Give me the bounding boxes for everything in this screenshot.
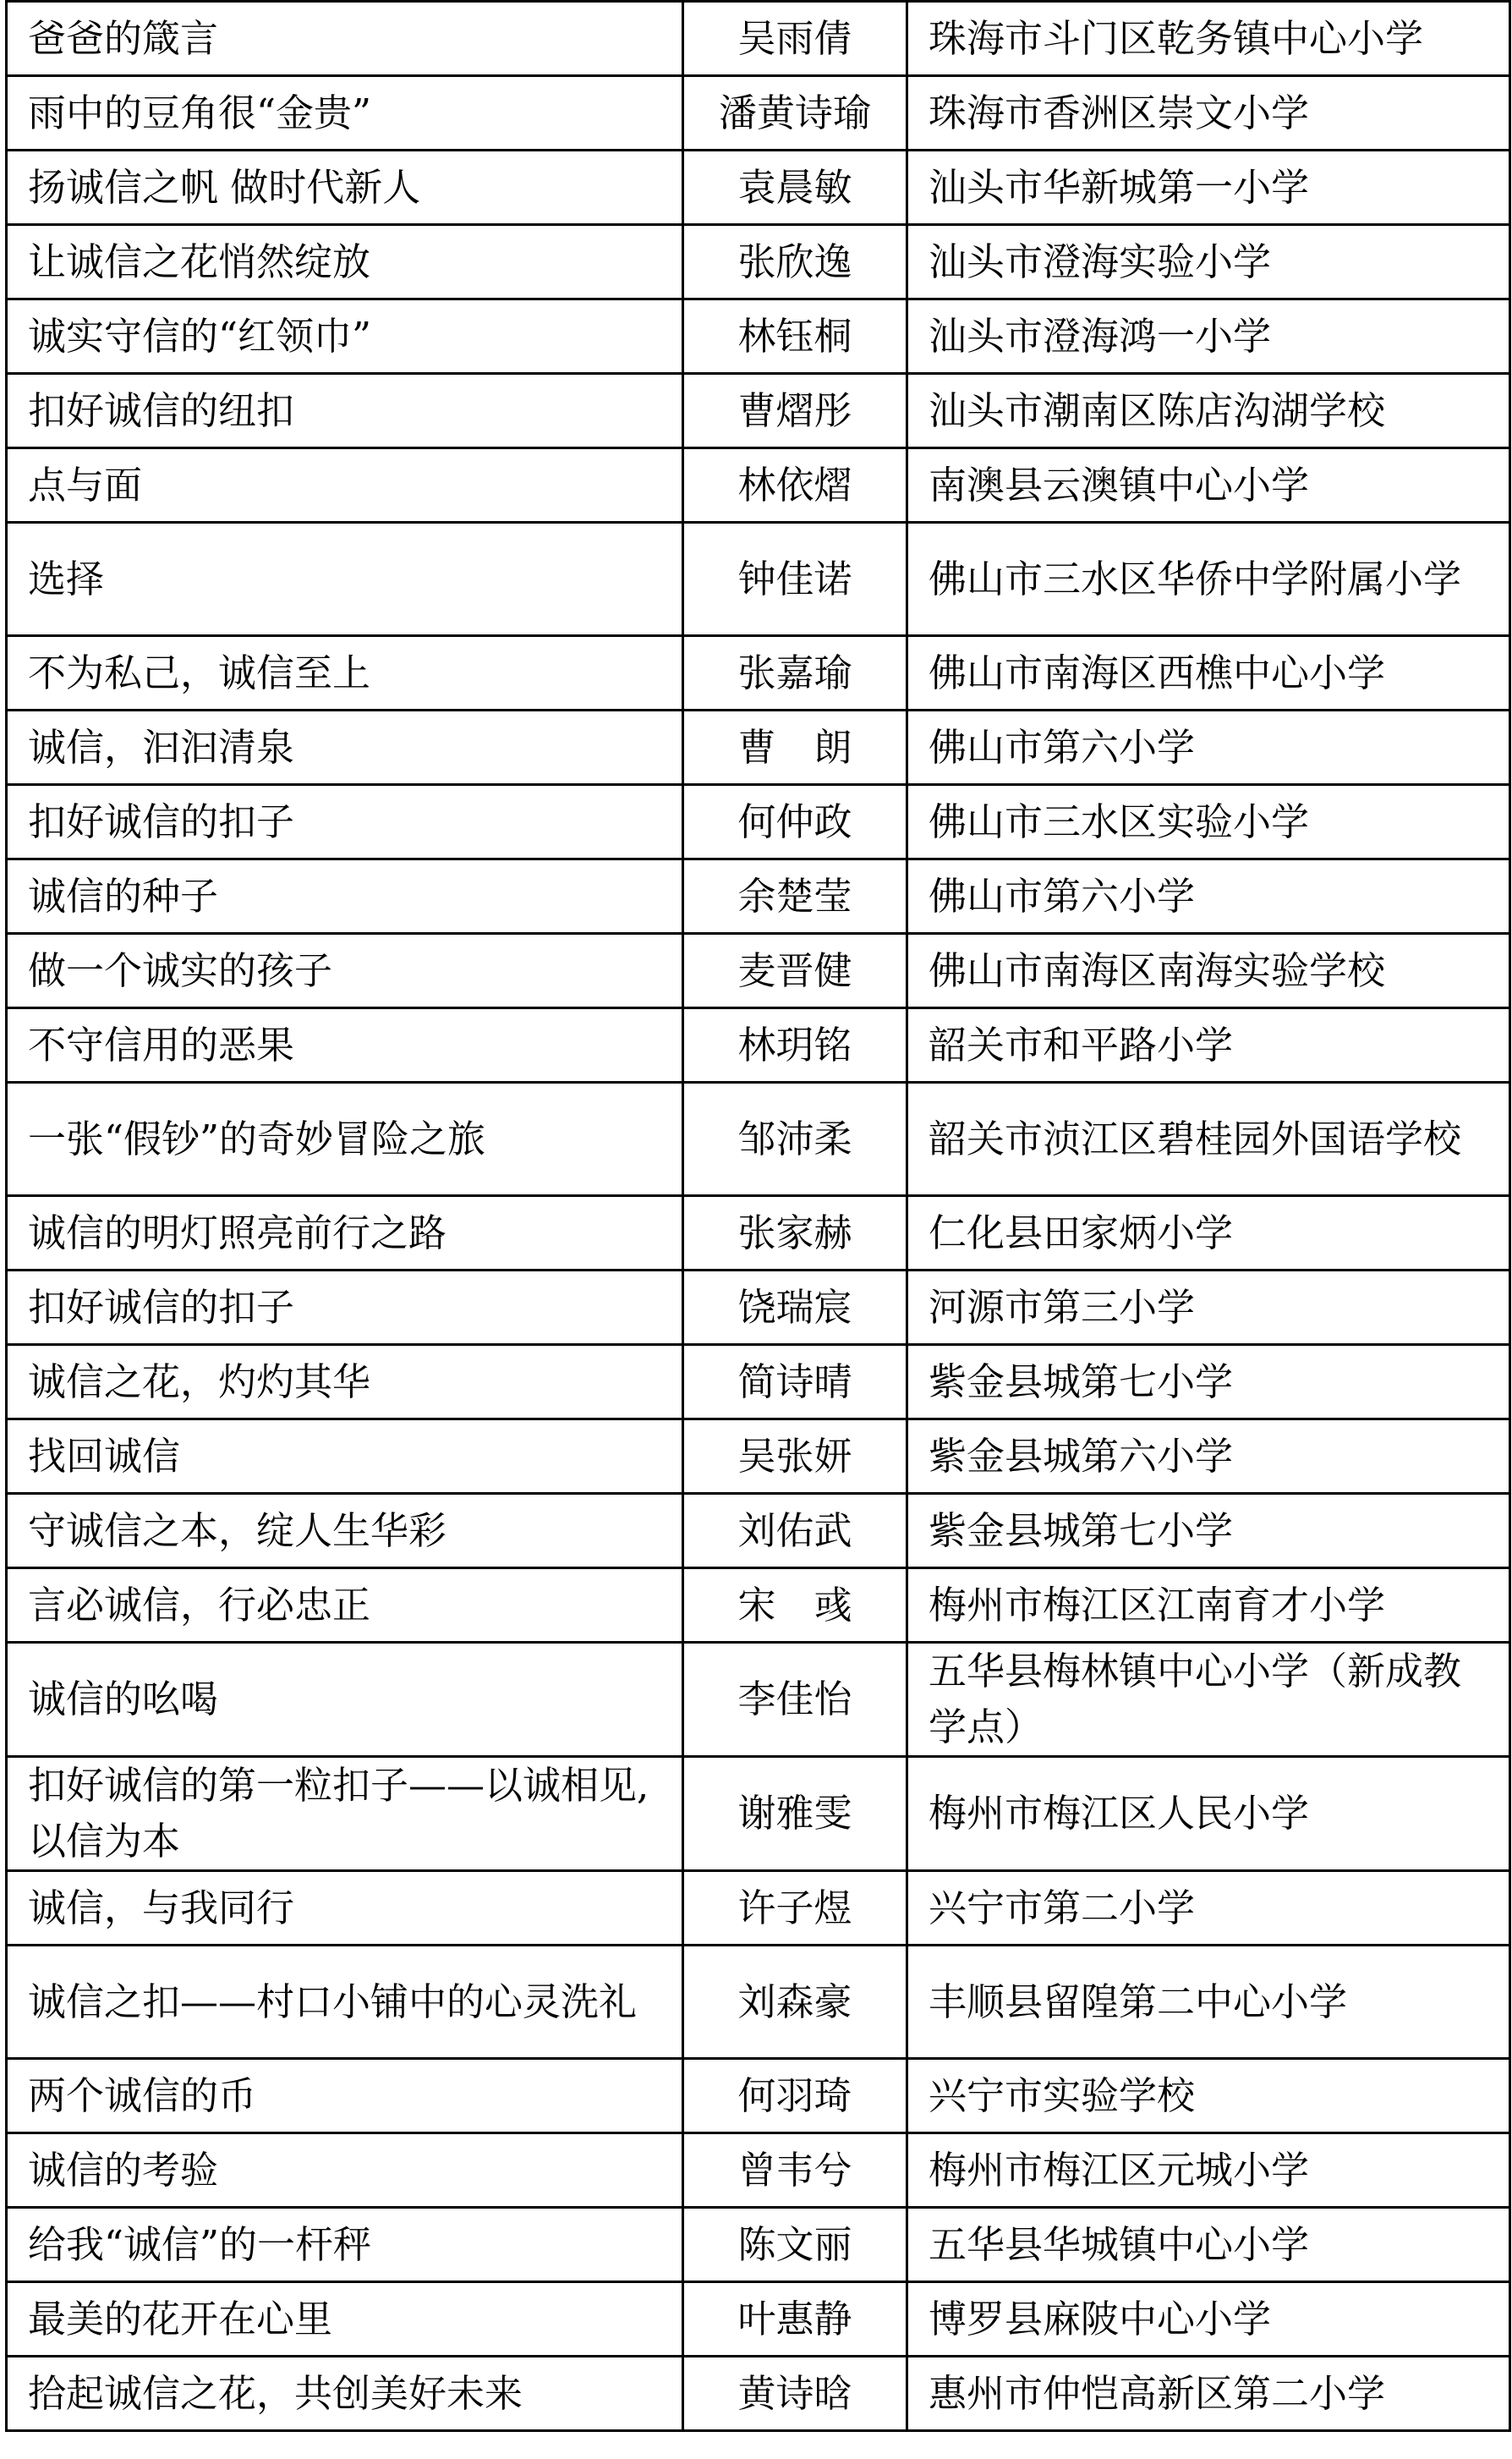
table-row [7,1345,1510,1419]
author-name-cell: 钟佳诺 [683,523,907,636]
school-name-cell: 汕头市澄海鸿一小学 [907,299,1510,374]
table-row [7,374,1510,448]
author-name-cell: 张嘉瑜 [683,636,907,711]
table-row [7,2,1510,76]
table-row [7,1494,1510,1568]
author-name-cell: 林玥铭 [683,1008,907,1083]
table-row [7,2208,1510,2282]
school-name-cell: 仁化县田家炳小学 [907,1196,1510,1271]
table-row [7,1271,1510,1345]
author-name-cell: 曾韦兮 [683,2133,907,2208]
essay-title-cell: 雨中的豆角很“金贵” [7,76,683,151]
essay-title-cell: 最美的花开在心里 [7,2282,683,2357]
table-row [7,151,1510,225]
school-name-cell: 佛山市三水区实验小学 [907,785,1510,859]
table-row [7,785,1510,859]
school-name-cell: 佛山市三水区华侨中学附属小学 [907,523,1510,636]
table-row [7,2133,1510,2208]
table-row [7,225,1510,299]
author-name-cell: 吴雨倩 [683,2,907,76]
school-name-cell: 兴宁市第二小学 [907,1871,1510,1946]
table-row [7,1083,1510,1196]
school-name-cell: 丰顺县留隍第二中心小学 [907,1946,1510,2059]
author-name-cell: 林钰桐 [683,299,907,374]
essay-title-cell: 言必诚信，行必忠正 [7,1568,683,1643]
author-name-cell: 黄诗晗 [683,2357,907,2431]
school-name-cell: 紫金县城第六小学 [907,1419,1510,1494]
author-name-cell: 谢雅雯 [683,1757,907,1871]
essay-title-cell: 爸爸的箴言 [7,2,683,76]
essay-title-cell: 点与面 [7,448,683,523]
author-name-cell: 何仲政 [683,785,907,859]
table-row [7,1757,1510,1871]
author-name-cell: 麦晋健 [683,934,907,1008]
author-name-cell: 吴张妍 [683,1419,907,1494]
essay-title-cell: 不为私己，诚信至上 [7,636,683,711]
school-name-cell: 珠海市斗门区乾务镇中心小学 [907,2,1510,76]
school-name-cell: 汕头市华新城第一小学 [907,151,1510,225]
essay-title-cell: 两个诚信的币 [7,2059,683,2133]
essay-title-cell: 扣好诚信的扣子 [7,785,683,859]
table-row [7,1568,1510,1643]
author-name-cell: 李佳怡 [683,1643,907,1757]
table-row [7,2282,1510,2357]
school-name-cell: 佛山市第六小学 [907,859,1510,934]
essay-title-cell: 诚信之扣——村口小铺中的心灵洗礼 [7,1946,683,2059]
table-row [7,448,1510,523]
essay-title-cell: 扣好诚信的扣子 [7,1271,683,1345]
school-name-cell: 珠海市香洲区崇文小学 [907,76,1510,151]
table-row [7,1008,1510,1083]
table-row [7,1196,1510,1271]
table-row [7,1871,1510,1946]
table-row [7,2059,1510,2133]
school-name-cell: 梅州市梅江区元城小学 [907,2133,1510,2208]
essay-title-cell: 扬诚信之帆 做时代新人 [7,151,683,225]
table-row [7,1643,1510,1757]
school-name-cell: 五华县华城镇中心小学 [907,2208,1510,2282]
school-name-cell: 惠州市仲恺高新区第二小学 [907,2357,1510,2431]
essay-title-cell: 一张“假钞”的奇妙冒险之旅 [7,1083,683,1196]
table-row [7,1946,1510,2059]
author-name-cell: 曹熠彤 [683,374,907,448]
essay-title-cell: 扣好诚信的第一粒扣子——以诚相见,以信为本 [7,1757,683,1871]
school-name-cell: 紫金县城第七小学 [907,1494,1510,1568]
school-name-cell: 五华县梅林镇中心小学（新成教学点） [907,1643,1510,1757]
award-list-body [7,2,1510,2431]
school-name-cell: 博罗县麻陂中心小学 [907,2282,1510,2357]
author-name-cell: 张家赫 [683,1196,907,1271]
author-name-cell: 余楚莹 [683,859,907,934]
school-name-cell: 河源市第三小学 [907,1271,1510,1345]
essay-title-cell: 让诚信之花悄然绽放 [7,225,683,299]
school-name-cell: 紫金县城第七小学 [907,1345,1510,1419]
author-name-cell: 林依熠 [683,448,907,523]
essay-title-cell: 做一个诚实的孩子 [7,934,683,1008]
author-name-cell: 潘黄诗瑜 [683,76,907,151]
school-name-cell: 汕头市澄海实验小学 [907,225,1510,299]
author-name-cell: 宋 彧 [683,1568,907,1643]
essay-title-cell: 选择 [7,523,683,636]
table-row [7,2357,1510,2431]
author-name-cell: 张欣逸 [683,225,907,299]
author-name-cell: 何羽琦 [683,2059,907,2133]
table-row [7,76,1510,151]
essay-title-cell: 诚信，与我同行 [7,1871,683,1946]
table-row [7,859,1510,934]
author-name-cell: 叶惠静 [683,2282,907,2357]
essay-title-cell: 诚信，汩汩清泉 [7,711,683,785]
table-row [7,711,1510,785]
author-name-cell: 曹 朗 [683,711,907,785]
school-name-cell: 梅州市梅江区江南育才小学 [907,1568,1510,1643]
essay-title-cell: 不守信用的恶果 [7,1008,683,1083]
essay-title-cell: 诚信的吆喝 [7,1643,683,1757]
essay-title-cell: 找回诚信 [7,1419,683,1494]
school-name-cell: 佛山市南海区南海实验学校 [907,934,1510,1008]
table-row [7,934,1510,1008]
essay-title-cell: 诚实守信的“红领巾” [7,299,683,374]
essay-title-cell: 诚信的明灯照亮前行之路 [7,1196,683,1271]
school-name-cell: 韶关市和平路小学 [907,1008,1510,1083]
school-name-cell: 佛山市第六小学 [907,711,1510,785]
essay-title-cell: 给我“诚信”的一杆秤 [7,2208,683,2282]
author-name-cell: 简诗晴 [683,1345,907,1419]
school-name-cell: 韶关市浈江区碧桂园外国语学校 [907,1083,1510,1196]
author-name-cell: 刘森豪 [683,1946,907,2059]
school-name-cell: 汕头市潮南区陈店沟湖学校 [907,374,1510,448]
author-name-cell: 陈文丽 [683,2208,907,2282]
table-row [7,523,1510,636]
school-name-cell: 南澳县云澳镇中心小学 [907,448,1510,523]
essay-title-cell: 拾起诚信之花，共创美好未来 [7,2357,683,2431]
author-name-cell: 刘佑武 [683,1494,907,1568]
author-name-cell: 饶瑞宸 [683,1271,907,1345]
essay-title-cell: 诚信的考验 [7,2133,683,2208]
award-list-table [5,0,1511,2432]
school-name-cell: 佛山市南海区西樵中心小学 [907,636,1510,711]
author-name-cell: 袁晨敏 [683,151,907,225]
author-name-cell: 许子煜 [683,1871,907,1946]
table-row [7,299,1510,374]
school-name-cell: 兴宁市实验学校 [907,2059,1510,2133]
table-row [7,1419,1510,1494]
author-name-cell: 邹沛柔 [683,1083,907,1196]
essay-title-cell: 扣好诚信的纽扣 [7,374,683,448]
essay-title-cell: 守诚信之本，绽人生华彩 [7,1494,683,1568]
table-row [7,636,1510,711]
essay-title-cell: 诚信之花，灼灼其华 [7,1345,683,1419]
essay-title-cell: 诚信的种子 [7,859,683,934]
school-name-cell: 梅州市梅江区人民小学 [907,1757,1510,1871]
